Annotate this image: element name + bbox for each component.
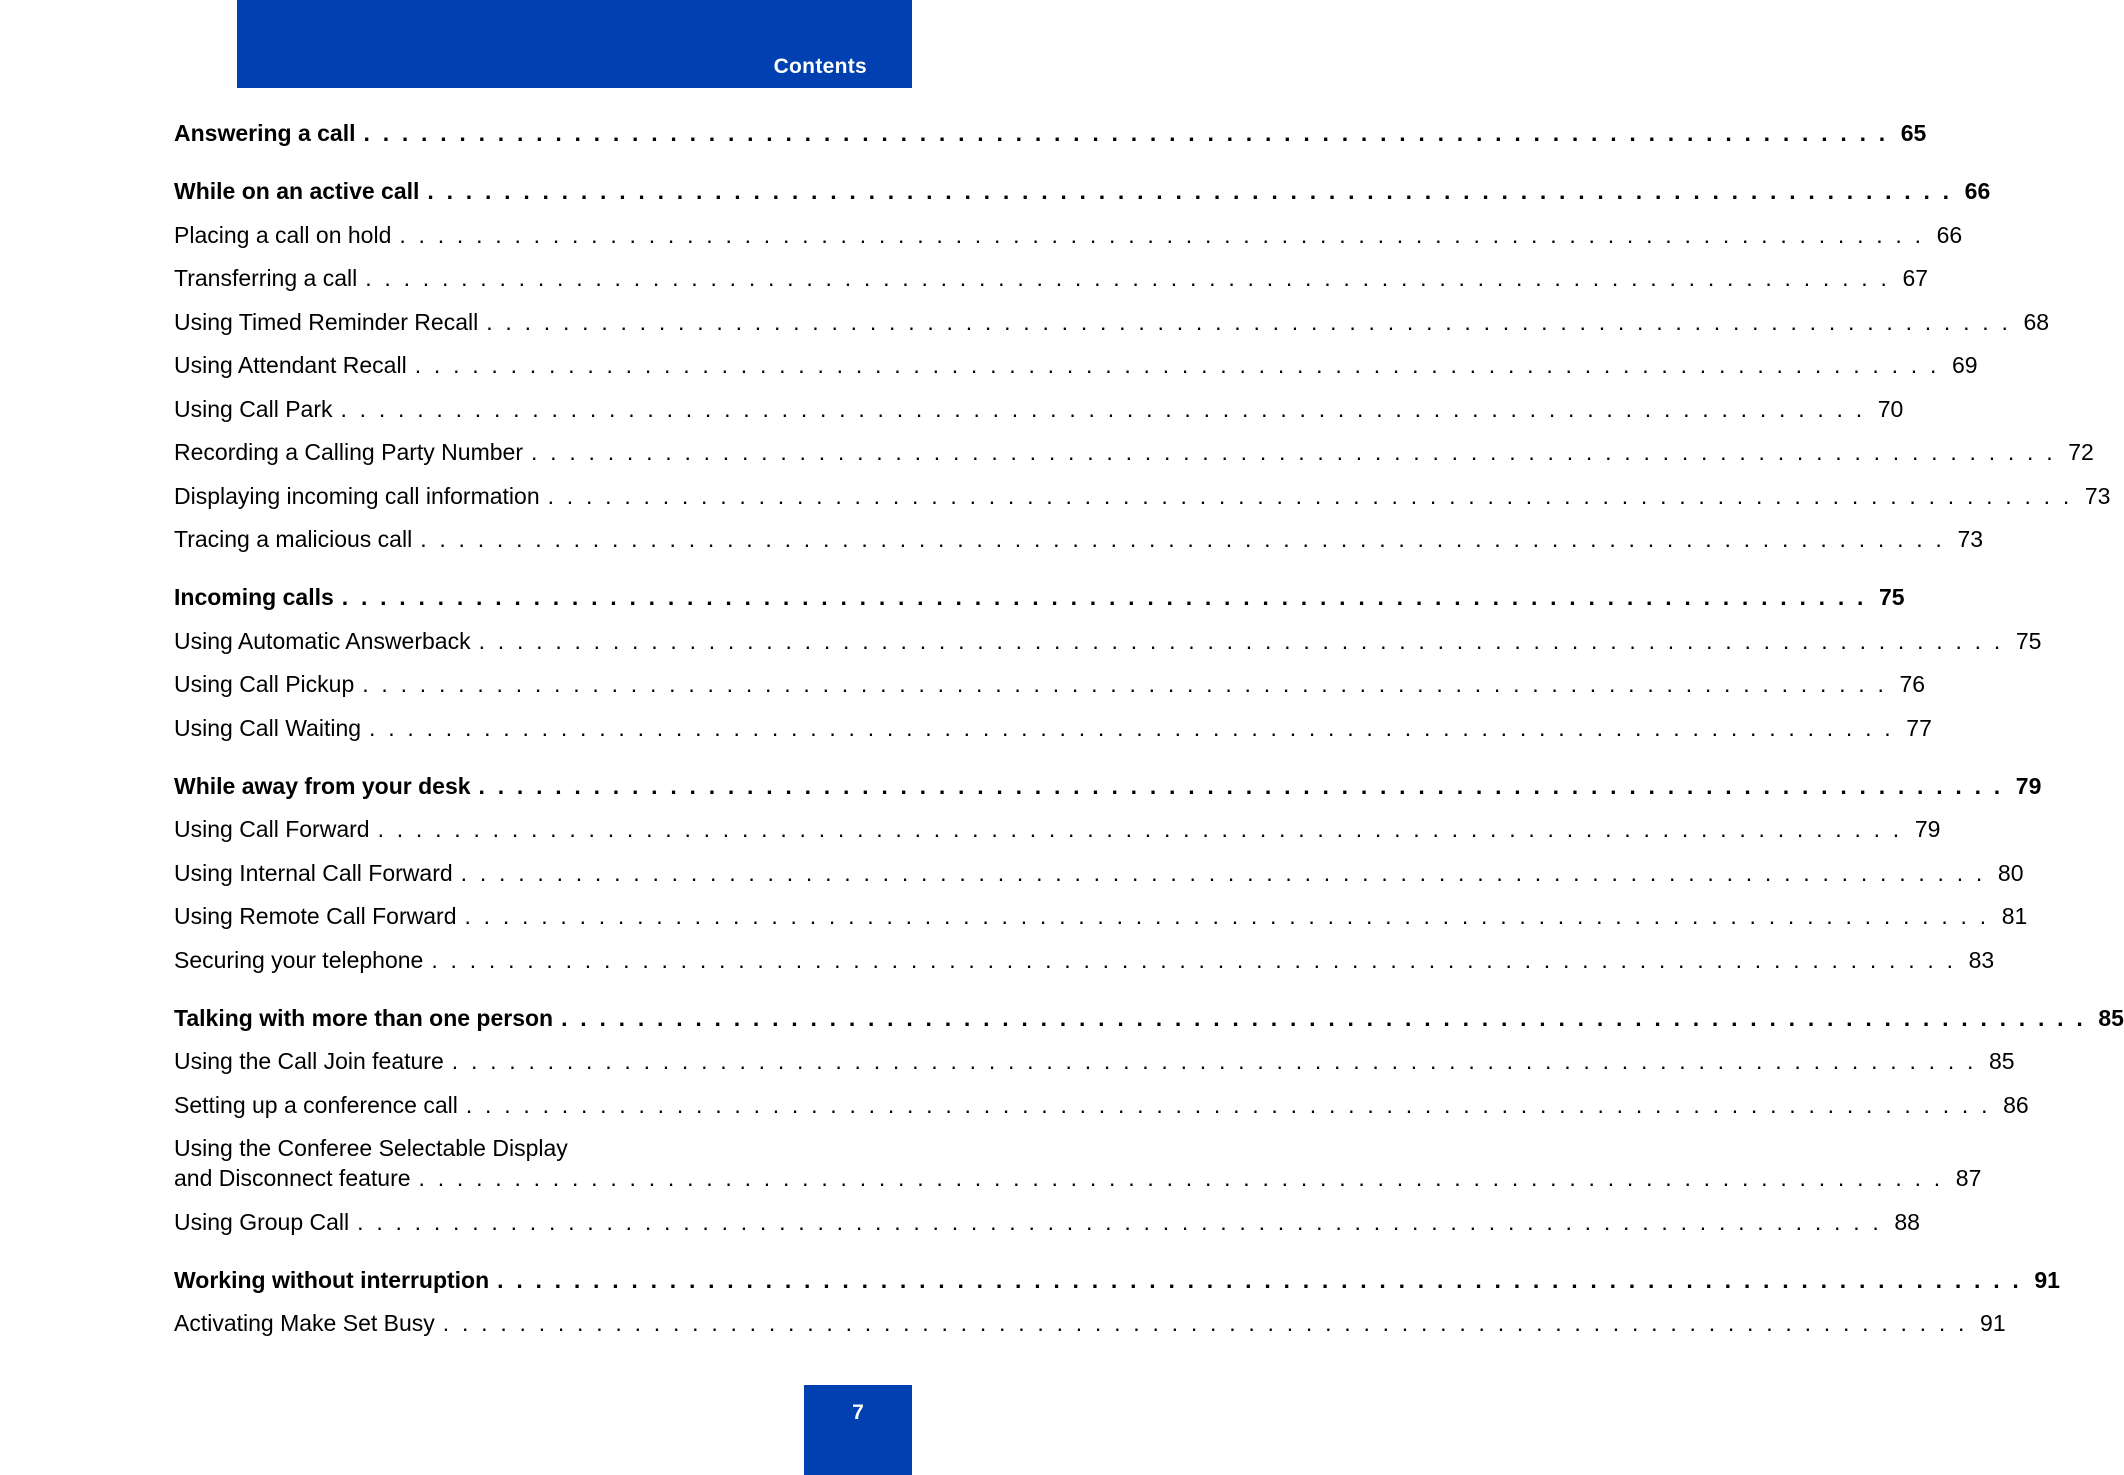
toc-section[interactable] xyxy=(174,1003,2124,1033)
dot-leader: . . . . . . . . . . . . . . . . . . . . . . . . . . . . . . . . . . . . . . . . . . . . . . . . . . . . . . . . . . . . . . . . . . . . . . . . . . . . . . . . xyxy=(460,859,1986,886)
dot-leader: . . . . . . . . . . . . . . . . . . . . . . . . . . . . . . . . . . . . . . . . . . . . . . . . . . . . . . . . . . . . . . . . . . . . . . . . . . . . . . . . xyxy=(531,439,2056,465)
table-of-contents xyxy=(174,118,2124,1338)
toc-entry-label: Talking with more than one person xyxy=(174,1004,554,1031)
toc-page-number: 68 xyxy=(2023,308,2050,335)
toc-page-number: 70 xyxy=(1877,395,1904,422)
toc-entry[interactable] xyxy=(174,1133,1982,1193)
toc-page-number: 85 xyxy=(2098,1004,2124,1031)
toc-entry-label: Using Call Pickup xyxy=(174,671,355,697)
toc-section[interactable] xyxy=(174,582,1905,612)
toc-entry-label: Recording a Calling Party Number xyxy=(174,439,523,465)
dot-leader: . . . . . . . . . . . . . . . . . . . . . . . . . . . . . . . . . . . . . . . . . . . . . . . . . . . . . . . . . . . . . . . . . . . . . . . . . . . . . . . . xyxy=(464,903,1990,929)
toc-entry[interactable] xyxy=(174,814,1941,844)
dot-leader: . . . . . . . . . . . . . . . . . . . . . . . . . . . . . . . . . . . . . . . . . . . . . . . . . . . . . . . . . . . . . . . . . . . . . . . . . . . . . . . . xyxy=(465,1091,1991,1118)
toc-page-number: 91 xyxy=(2034,1266,2060,1293)
dot-leader: . . . . . . . . . . . . . . . . . . . . . . . . . . . . . . . . . . . . . . . . . . . . . . . . . . . . . . . . . . . . . . . . . . . . . . . . . . . . . . . . xyxy=(399,221,1925,248)
toc-entry-label: Using Timed Reminder Recall xyxy=(174,308,479,335)
header-bar xyxy=(237,0,912,88)
dot-leader: . . . . . . . . . . . . . . . . . . . . . . . . . . . . . . . . . . . . . . . . . . . . . . . . . . . . . . . . . . . . . . . . . . . . . . . . . . . . . . . . xyxy=(427,178,1953,204)
toc-entry-label: Using Attendant Recall xyxy=(174,352,407,378)
toc-page-number: 76 xyxy=(1899,671,1926,697)
dot-leader: . . . . . . . . . . . . . . . . . . . . . . . . . . . . . . . . . . . . . . . . . . . . . . . . . . . . . . . . . . . . . . . . . . . . . . . . . . . . . . . . xyxy=(369,714,1894,741)
dot-leader: . . . . . . . . . . . . . . . . . . . . . . . . . . . . . . . . . . . . . . . . . . . . . . . . . . . . . . . . . . . . . . . . . . . . . . . . . . . . . . . . xyxy=(340,395,1866,422)
toc-entry[interactable] xyxy=(174,1046,2015,1076)
toc-entry-label-continued: and Disconnect feature xyxy=(174,1165,411,1191)
toc-entry[interactable] xyxy=(174,669,1926,699)
toc-entry[interactable] xyxy=(174,901,2028,931)
toc-page-number: 86 xyxy=(2003,1091,2029,1118)
toc-entry-label: Transferring a call xyxy=(174,265,358,291)
toc-entry-label: Using the Call Join feature xyxy=(174,1048,444,1074)
toc-entry-label: Using Internal Call Forward xyxy=(174,859,453,886)
toc-page-number: 81 xyxy=(2001,903,2028,929)
toc-entry-label: Using Remote Call Forward xyxy=(174,903,457,929)
toc-entry[interactable] xyxy=(174,1207,1920,1237)
toc-page-number: 85 xyxy=(1989,1048,2015,1074)
dot-leader: . . . . . . . . . . . . . . . . . . . . . . . . . . . . . . . . . . . . . . . . . . . . . . . . . . . . . . . . . . . . . . . . . . . . . . . . . . . . . . . . xyxy=(497,1266,2022,1293)
dot-leader: . . . . . . . . . . . . . . . . . . . . . . . . . . . . . . . . . . . . . . . . . . . . . . . . . . . . . . . . . . . . . . . . . . . . . . . . . . . . . . . . xyxy=(341,584,1867,610)
toc-page-number: 66 xyxy=(1964,178,1991,204)
toc-page-number: 66 xyxy=(1936,221,1963,248)
toc-page-number: 83 xyxy=(1968,946,1995,973)
toc-entry-label: Setting up a conference call xyxy=(174,1091,458,1118)
toc-section[interactable] xyxy=(174,176,1991,206)
dot-leader: . . . . . . . . . . . . . . . . . . . . . . . . . . . . . . . . . . . . . . . . . . . . . . . . . . . . . . . . . . . . . . . . . . . . . . . . . . . . . . . . xyxy=(365,265,1891,291)
toc-entry[interactable] xyxy=(174,263,1929,293)
dot-leader: . . . . . . . . . . . . . . . . . . . . . . . . . . . . . . . . . . . . . . . . . . . . . . . . . . . . . . . . . . . . . . . . . . . . . . . . . . . . . . . . xyxy=(478,627,2004,654)
toc-entry-label: While away from your desk xyxy=(174,772,471,799)
toc-page-number: 79 xyxy=(1914,816,1941,842)
toc-entry[interactable] xyxy=(174,350,1978,380)
page-number: 7 xyxy=(852,1401,864,1424)
toc-page-number: 75 xyxy=(2015,627,2042,654)
toc-page-number: 73 xyxy=(2084,482,2111,509)
dot-leader: . . . . . . . . . . . . . . . . . . . . . . . . . . . . . . . . . . . . . . . . . . . . . . . . . . . . . . . . . . . . . . . . . . . . . . . . . . . . . . . . xyxy=(486,308,2012,335)
dot-leader: . . . . . . . . . . . . . . . . . . . . . . . . . . . . . . . . . . . . . . . . . . . . . . . . . . . . . . . . . . . . . . . . . . . . . . . . . . . . . . . . xyxy=(547,482,2073,509)
toc-page-number: 69 xyxy=(1951,352,1978,378)
toc-entry-label: Using Group Call xyxy=(174,1208,350,1235)
footer-bar xyxy=(804,1385,912,1475)
toc-section[interactable] xyxy=(174,771,2042,801)
toc-entry-label: Using Call Forward xyxy=(174,816,370,842)
toc-entry-label: Placing a call on hold xyxy=(174,221,392,248)
toc-entry-label: Using Call Park xyxy=(174,395,333,422)
page-title: Contents xyxy=(773,55,867,78)
toc-entry[interactable] xyxy=(174,220,1963,250)
toc-entry-label: Using Call Waiting xyxy=(174,714,362,741)
toc-entry[interactable] xyxy=(174,945,1995,975)
toc-entry[interactable] xyxy=(174,1308,2006,1338)
toc-entry[interactable] xyxy=(174,481,2111,511)
toc-entry[interactable] xyxy=(174,1090,2029,1120)
toc-section[interactable] xyxy=(174,1265,2060,1295)
dot-leader: . . . . . . . . . . . . . . . . . . . . . . . . . . . . . . . . . . . . . . . . . . . . . . . . . . . . . . . . . . . . . . . . . . . . . . . . . . . . . . . . xyxy=(357,1208,1882,1235)
dot-leader: . . . . . . . . . . . . . . . . . . . . . . . . . . . . . . . . . . . . . . . . . . . . . . . . . . . . . . . . . . . . . . . . . . . . . . . . . . . . . . . . xyxy=(418,1165,1944,1191)
toc-entry[interactable] xyxy=(174,524,1984,554)
toc-entry-label: Answering a call xyxy=(174,120,356,146)
toc-section[interactable] xyxy=(174,118,1927,148)
toc-page-number: 91 xyxy=(1980,1310,2006,1336)
toc-entry-label: Activating Make Set Busy xyxy=(174,1310,435,1336)
dot-leader: . . . . . . . . . . . . . . . . . . . . . . . . . . . . . . . . . . . . . . . . . . . . . . . . . . . . . . . . . . . . . . . . . . . . . . . . . . . . . . . . xyxy=(431,946,1957,973)
dot-leader: . . . . . . . . . . . . . . . . . . . . . . . . . . . . . . . . . . . . . . . . . . . . . . . . . . . . . . . . . . . . . . . . . . . . . . . . . . . . . . . . xyxy=(377,816,1903,842)
dot-leader: . . . . . . . . . . . . . . . . . . . . . . . . . . . . . . . . . . . . . . . . . . . . . . . . . . . . . . . . . . . . . . . . . . . . . . . . . . . . . . . . xyxy=(414,352,1940,378)
toc-page-number: 87 xyxy=(1955,1165,1982,1191)
dot-leader: . . . . . . . . . . . . . . . . . . . . . . . . . . . . . . . . . . . . . . . . . . . . . . . . . . . . . . . . . . . . . . . . . . . . . . . . . . . . . . . . xyxy=(442,1310,1968,1336)
toc-page-number: 80 xyxy=(1997,859,2024,886)
toc-entry[interactable] xyxy=(174,307,2050,337)
dot-leader: . . . . . . . . . . . . . . . . . . . . . . . . . . . . . . . . . . . . . . . . . . . . . . . . . . . . . . . . . . . . . . . . . . . . . . . . . . . . . . . . xyxy=(561,1004,2086,1031)
toc-entry-label: Incoming calls xyxy=(174,584,334,610)
toc-entry-label: Using the Conferee Selectable Display xyxy=(174,1135,568,1161)
toc-page-number: 65 xyxy=(1900,120,1927,146)
dot-leader: . . . . . . . . . . . . . . . . . . . . . . . . . . . . . . . . . . . . . . . . . . . . . . . . . . . . . . . . . . . . . . . . . . . . . . . . . . . . . . . . xyxy=(478,772,2004,799)
toc-page-number: 77 xyxy=(1906,714,1932,741)
toc-entry[interactable] xyxy=(174,394,1904,424)
toc-entry-label: Tracing a malicious call xyxy=(174,526,413,552)
toc-entry-label: Securing your telephone xyxy=(174,946,424,973)
toc-page-number: 67 xyxy=(1902,265,1929,291)
dot-leader: . . . . . . . . . . . . . . . . . . . . . . . . . . . . . . . . . . . . . . . . . . . . . . . . . . . . . . . . . . . . . . . . . . . . . . . . . . . . . . . . xyxy=(362,671,1888,697)
toc-page-number: 72 xyxy=(2068,439,2094,465)
toc-entry[interactable] xyxy=(174,713,1932,743)
toc-entry[interactable] xyxy=(174,626,2042,656)
toc-entry-label: Displaying incoming call information xyxy=(174,482,540,509)
toc-entry-label: While on an active call xyxy=(174,178,420,204)
toc-entry[interactable] xyxy=(174,437,2094,467)
toc-page-number: 79 xyxy=(2015,772,2042,799)
toc-page-number: 88 xyxy=(1894,1208,1920,1235)
toc-entry-label: Using Automatic Answerback xyxy=(174,627,471,654)
dot-leader: . . . . . . . . . . . . . . . . . . . . . . . . . . . . . . . . . . . . . . . . . . . . . . . . . . . . . . . . . . . . . . . . . . . . . . . . . . . . . . . . xyxy=(451,1048,1977,1074)
dot-leader: . . . . . . . . . . . . . . . . . . . . . . . . . . . . . . . . . . . . . . . . . . . . . . . . . . . . . . . . . . . . . . . . . . . . . . . . . . . . . . . . xyxy=(420,526,1946,552)
dot-leader: . . . . . . . . . . . . . . . . . . . . . . . . . . . . . . . . . . . . . . . . . . . . . . . . . . . . . . . . . . . . . . . . . . . . . . . . . . . . . . . . xyxy=(363,120,1889,146)
toc-entry-label: Working without interruption xyxy=(174,1266,490,1293)
toc-page-number: 73 xyxy=(1957,526,1984,552)
toc-entry[interactable] xyxy=(174,858,2024,888)
toc-page-number: 75 xyxy=(1879,584,1905,610)
